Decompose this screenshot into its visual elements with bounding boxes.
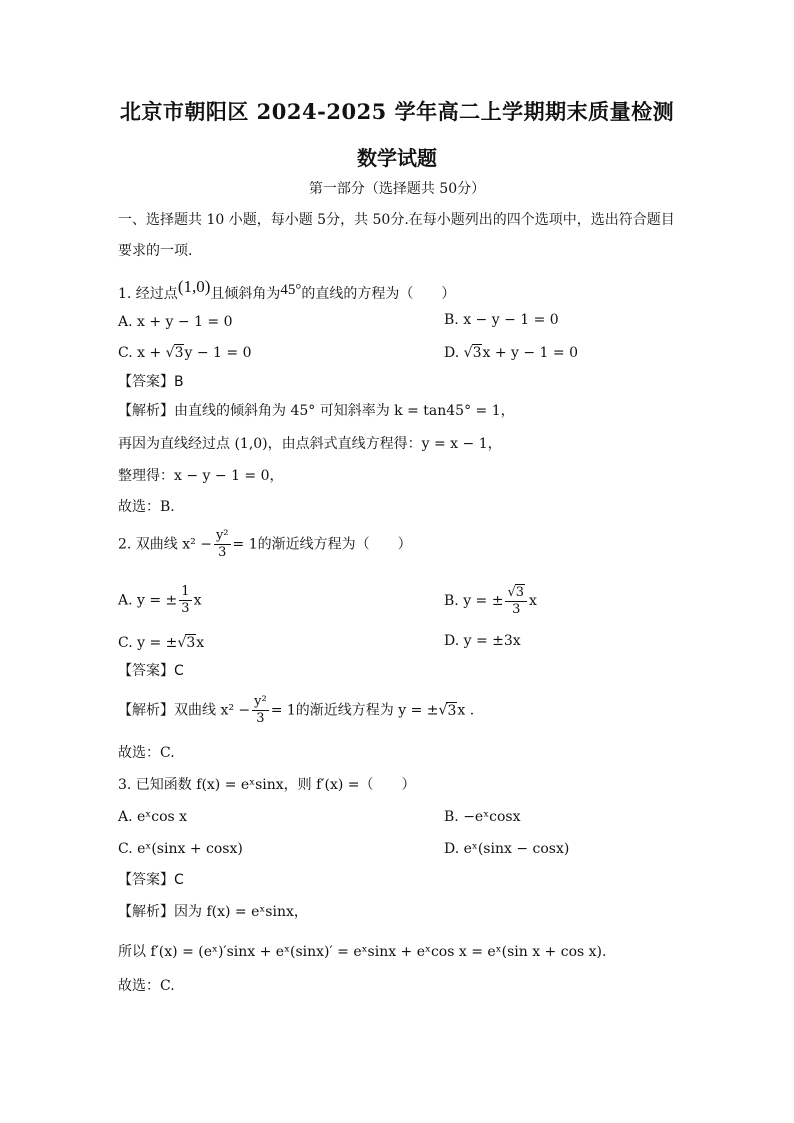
- q2-option-c-radicand: 3: [186, 635, 196, 651]
- q2-explanation-c: x .: [457, 702, 475, 719]
- q2-option-b-radicand: 3: [515, 585, 525, 600]
- q3-stem: 3. 已知函数 f(x) = eˣsinx，则 f′(x) =（ ）: [118, 777, 416, 793]
- q1-option-b: B. x − y − 1 = 0: [444, 312, 559, 328]
- sqrt-symbol: √: [177, 635, 187, 651]
- section-heading: 第一部分（选择题共 50分）: [308, 181, 486, 197]
- q3-explanation-2: 所以 f′(x) = (eˣ)′sinx + eˣ(sinx)′ = eˣsinx + eˣcos x = eˣ(sin x + cos x).: [118, 944, 607, 960]
- q1-option-d-label: D.: [444, 345, 464, 361]
- q1-answer: 【答案】B: [118, 374, 184, 390]
- q2-explanation-a: 【解析】双曲线 x² −: [118, 702, 251, 719]
- q1-option-c-radicand: 3: [174, 345, 184, 361]
- q2-option-b-fraction: [505, 584, 527, 618]
- sqrt-symbol: √: [438, 702, 448, 719]
- q2-answer: 【答案】C: [118, 663, 184, 679]
- q2-option-a-denominator: 3: [181, 601, 190, 616]
- q1-option-d: [444, 342, 578, 364]
- q1-explanation-3: 整理得：x − y − 1 = 0，: [118, 468, 284, 484]
- q2-option-b-numerator: [505, 584, 527, 602]
- q1-conclusion: 故选：B.: [118, 499, 175, 515]
- q3-answer: 【答案】C: [118, 872, 184, 888]
- q3-explanation-1: 【解析】因为 f(x) = eˣsinx，: [118, 904, 308, 920]
- q2-option-c-label: C. y = ±: [118, 635, 178, 651]
- q2-option-a: [118, 584, 201, 617]
- q1-explanation-1: 【解析】由直线的倾斜角为 45° 可知斜率为 k = tan45° = 1，: [118, 403, 515, 419]
- q2-option-a-numerator: 1: [181, 584, 190, 599]
- document-subtitle: 数学试题: [357, 146, 437, 170]
- q3-option-a: A. eˣcos x: [118, 809, 188, 825]
- q2-stem-a: 2. 双曲线 x² −: [118, 536, 212, 553]
- q3-option-d: D. eˣ(sinx − cosx): [444, 841, 570, 857]
- q1-stem-c: 的直线的方程为（ ）: [301, 286, 456, 302]
- q1-option-c-rest: y − 1 = 0: [184, 345, 252, 361]
- q1-stem-a: 1. 经过点: [118, 286, 178, 302]
- q2-explanation-numerator: y²: [254, 694, 267, 709]
- q2-option-c-var: x: [196, 635, 205, 651]
- q1-stem: [118, 277, 456, 305]
- q1-stem-b: 且倾斜角为: [210, 286, 281, 302]
- q2-option-b-label: B. y = ±: [444, 593, 504, 609]
- q2-conclusion: 故选：C.: [118, 745, 175, 761]
- q2-option-b-denominator: 3: [512, 602, 521, 617]
- q2-option-a-var: x: [193, 592, 202, 609]
- q2-option-b: [444, 584, 537, 618]
- q3-option-c: C. eˣ(sinx + cosx): [118, 841, 243, 857]
- q2-option-b-var: x: [529, 593, 537, 609]
- instructions-line-1: 一、选择题共 10 小题，每小题 5分，共 50分.在每小题列出的四个选项中，选出符合题目: [118, 212, 675, 228]
- q1-option-c: [118, 342, 251, 364]
- q2-fraction-numerator: y²: [215, 528, 229, 543]
- q1-option-d-rest: x + y − 1 = 0: [482, 345, 578, 361]
- document-title: 北京市朝阳区 2024-2025 学年高二上学期期末质量检测: [119, 99, 675, 124]
- q2-option-d: D. y = ±3x: [444, 633, 521, 649]
- q1-option-a: A. x + y − 1 = 0: [118, 314, 233, 330]
- q2-stem-b: = 1的渐近线方程为（ ）: [232, 536, 412, 553]
- q2-fraction-denominator: 3: [218, 545, 227, 560]
- q1-angle: 45°: [280, 282, 302, 298]
- q2-explanation-radicand: 3: [447, 702, 457, 719]
- q3-conclusion: 故选：C.: [118, 978, 175, 994]
- sqrt-symbol: √: [165, 345, 175, 361]
- q1-explanation-2: 再因为直线经过点 (1,0)，由点斜式直线方程得：y = x − 1，: [118, 436, 502, 452]
- sqrt-symbol: √: [507, 585, 516, 600]
- q3-option-b: B. −eˣcosx: [444, 809, 521, 825]
- q2-stem: [118, 528, 412, 561]
- q1-option-c-label: C. x +: [118, 345, 166, 361]
- instructions-line-2: 要求的一项.: [118, 243, 193, 259]
- q1-option-d-radicand: 3: [472, 345, 482, 361]
- q2-explanation: [118, 694, 474, 727]
- q2-explanation-fraction: [252, 694, 269, 727]
- q1-point: (1,0): [177, 277, 211, 296]
- q2-explanation-denominator: 3: [256, 711, 265, 726]
- q2-option-a-fraction: [179, 584, 191, 617]
- q2-explanation-b: = 1的渐近线方程为 y = ±: [270, 702, 439, 719]
- q2-option-a-label: A. y = ±: [118, 592, 178, 609]
- q2-option-c: [118, 632, 204, 654]
- sqrt-symbol: √: [463, 345, 473, 361]
- q2-fraction: [214, 528, 231, 561]
